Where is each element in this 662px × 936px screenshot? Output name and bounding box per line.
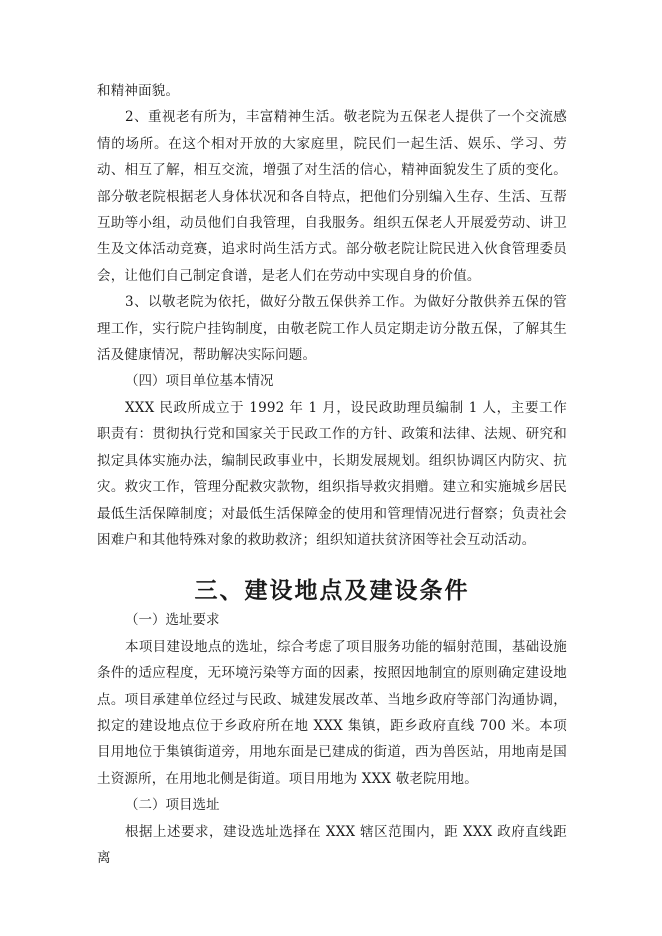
paragraph-civil-affairs-office: XXX 民政所成立于 1992 年 1 月，设民政助理员编制 1 人，主要工作职责有：贯彻执行党和国家关于民政工作的方针、政策和法律、法规、研究和拟定具体实施办法，编制民政事业中，长期发展规划。组织协调区内防灾、抗灾。救灾工作，管理分配救灾款物，组织指导救灾捐赠。建立和实施城乡居民最低生活保障制度；对最低生活保障金的使用和管理情况进行督察；负责社会困难户和其他特殊对象的救助救济；组织知道扶贫济困等社会互动活动。 — [97, 399, 567, 548]
paragraph-site-selection: 本项目建设地点的选址，综合考虑了项目服务功能的辐射范围，基础设施条件的适应程度，无环境污染等方面的因素，按照因地制宜的原则确定建设地点。项目承建单位经过与民政、城建发展改革、当地乡政府等部门沟通协调，拟定的建设地点位于乡政府所在地 XXX 集镇，距乡政府直线 700 米。本项目用地位于集镇街道旁，用地东面是已建成的街道，西为兽医站，用地南是国土资源所，在用地北侧是街道。项目用地为 XXX 敬老院用地。 — [97, 638, 567, 787]
subheading-project-site: （二）项目选址 — [125, 797, 220, 814]
paragraph-continuation: 和精神面貌。 — [97, 83, 180, 99]
section-title: 三、建设地点及建设条件 — [194, 578, 470, 605]
subheading-unit-info: （四）项目单位基本情况 — [125, 373, 274, 390]
document-page — [97, 78, 567, 871]
paragraph-dispersed-support: 3、以敬老院为依托，做好分散五保供养工作。为做好分散供养五保的管理工作，实行院户挂钩制度，由敬老院工作人员定期走访分散五保，了解其生活及健康情况，帮助解决实际问题。 — [97, 294, 567, 364]
paragraph-spiritual-life: 2、重视老有所为，丰富精神生活。敬老院为五保老人提供了一个交流感情的场所。在这个相对开放的大家庭里，院民们一起生活、娱乐、学习、劳动、相互了解，相互交流，增强了对生活的信心，精神面貌发生了质的变化。部分敬老院根据老人身体状况和各自特点，把他们分别编入生存、生活、互帮互助等小组，动员他们自我管理，自我服务。组织五保老人开展爱劳动、讲卫生及文体活动竞赛，追求时尚生活方式。部分敬老院让院民进入伙食管理委员会，让他们自己制定食谱，是老人们在劳动中实现自身的价值。 — [97, 109, 567, 284]
paragraph-site-choice: 根据上述要求，建设选址选择在 XXX 辖区范围内，距 XXX 政府直线距离 — [97, 823, 567, 866]
subheading-site-requirements: （一）选址要求 — [125, 612, 220, 629]
